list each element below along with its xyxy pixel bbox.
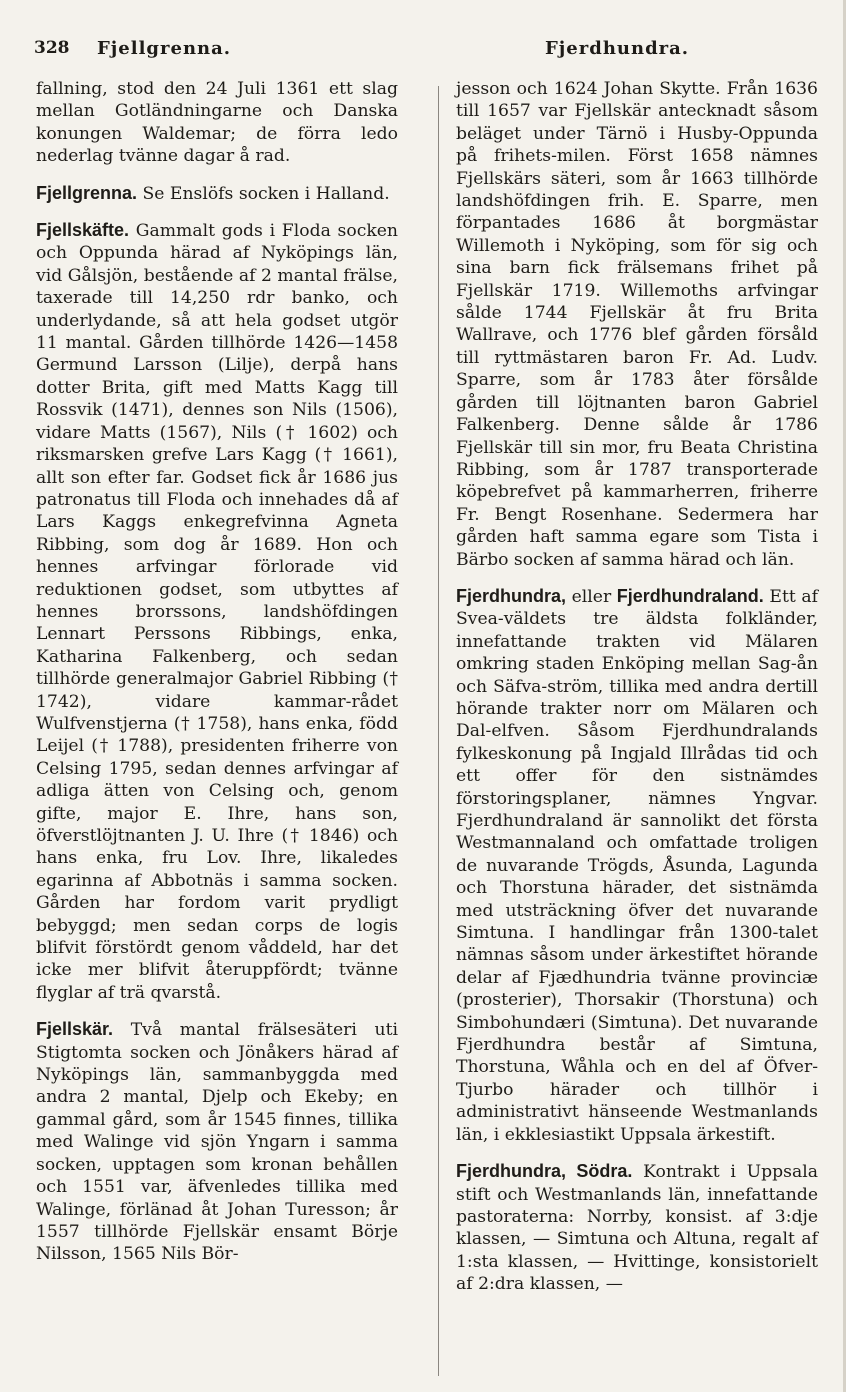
left-column: [36, 78, 398, 1266]
column-divider: [438, 86, 439, 1376]
right-column: [456, 78, 818, 1296]
left-running-head: Fjellgrenna.: [97, 38, 232, 59]
entry-headword: Fjerdhundra, Södra.: [456, 1161, 633, 1182]
page-number: 328: [34, 38, 70, 58]
right-running-head: Fjerdhundra.: [545, 38, 690, 59]
entry-headword: Fjerdhundra,: [456, 585, 567, 606]
entry-headword: Fjerdhundraland.: [616, 585, 764, 606]
entry-paragraph: Fjellgrenna. Se Enslöfs socken i Halland.: [36, 182, 390, 204]
entry-paragraph: Fjerdhundra, Södra. Kontrakt i Uppsala stift och Westmanlands län, innefattande pastoraterna: Norrby, konsist. af 3:dje klassen, — Simtuna och Altuna, regalt af 1:sta klassen, — Hvittinge, konsistorielt af 2:dra klassen, —: [456, 1161, 818, 1295]
entry-headword: Fjellskär.: [36, 1019, 114, 1040]
entry-paragraph: jesson och 1624 Johan Skytte. Från 1636 till 1657 var Fjellskär antecknadt såsom beläget under Tärnö i Husby-Oppunda på frihets-milen. Först 1658 nämnes Fjellskärs säteri, som år 1663 tillhörde landshöfdingen frih. E. Sparre, men förpantades 1686 åt borgmästar Willemoth i Nyköping, som för sig och sina barn fick frälsemans frihet på Fjellskär 1719. Willemoths arfvingar sålde 1744 Fjellskär åt fru Brita Wallrave, och 1776 blef gården försåld till ryttmästaren baron Fr. Ad. Ludv. Sparre, som år 1783 åter försålde gården till löjtnanten baron Gabriel Falkenberg. Denne sålde år 1786 Fjellskär till sin mor, fru Beata Christina Ribbing, som år 1787 transporterade köpebrefvet på kammarherren, friherre Fr. Bengt Rosenhane. Sedermera har gården haft samma egare som Tista i Bärbo socken af samma härad och län.: [456, 79, 818, 570]
entry-paragraph: Fjerdhundra, eller Fjerdhundraland. Ett af Svea-väldets tre äldsta folkländer, innefattande trakten vid Mälaren omkring staden Enköping mellan Sag-ån och Säfva-ström, tillika med andra dertill hörande trakter norr om Mälaren och Dal-elfven. Såsom Fjerdhundralands fylkeskonung på Ingjald Illrådas tid och ett offer för den sistnämdes förstoringsplaner, nämnes Yngvar. Fjerdhundraland är sannolikt det första Westmannaland och omfattade troligen de nuvarande Trögds, Åsunda, Lagunda och Thorstuna härader, det sistnämda med utsträckning öfver det nuvarande Simtuna. I handlingar från 1300-talet nämnas såsom under ärkestiftet hörande delar af Fjædhundria tvänne provinciæ (prosterier), Thorsakir (Thorstuna) och Simbohundæri (Simtuna). Det nuvarande Fjerdhundra består af Simtuna, Thorstuna, Wåhla och en del af Öfver-Tjurbo härader och tillhör i administrativt hänseende Westmanlands län, i ekklesiastikt Uppsala ärkestift.: [456, 585, 818, 1145]
entry-paragraph: Fjellskäfte. Gammalt gods i Floda socken och Oppunda härad af Nyköpings län, vid Gålsjön, bestående af 2 mantal frälse, taxerade till 14,250 rdr banko, och underlydande, så att hela godset utgör 11 mantal. Gården tillhörde 1426—1458 Germund Larsson (Lilje), derpå hans dotter Brita, gift med Matts Kagg till Rossvik (1471), dennes son Nils (1506), vidare Matts (1567), Nils († 1602) och riksmarsken grefve Lars Kagg († 1661), allt son efter far. Godset fick år 1686 jus patronatus till Floda och innehades då af Lars Kaggs enkegrefvinna Agneta Ribbing, som dog år 1689. Hon och hennes arfvingar förlorade vid reduktionen godset, som utbyttes af hennes brorssons, landshöfdingen Lennart Perssons Ribbings, enka, Katharina Falkenberg, och sedan tillhörde generalmajor Gabriel Ribbing († 1742), vidare kammar-rådet Wulfvenstjerna († 1758), hans enka, född Leijel († 1788), presidenten friherre von Celsing 1795, sedan dennes arfvingar af adliga ätten von Celsing och, genom gifte, major E. Ihre, hans son, öfverstlöjtnanten J. U. Ihre († 1846) och hans enka, fru Lov. Ihre, likaledes egarinna af Abbotnäs i samma socken. Gården har fordom varit prydligt bebyggd; men sedan corps de logis blifvit förstördt genom våddeld, har det icke mer blifvit återuppfördt; tvänne flyglar af trä qvarstå.: [36, 220, 398, 1003]
entry-paragraph: fallning, stod den 24 Juli 1361 ett slag mellan Gotländningarne och Danska konungen Waldemar; de förra ledo nederlag tvänne dagar å rad.: [36, 79, 398, 167]
entry-headword: Fjellgrenna.: [36, 182, 138, 203]
page-header: [0, 38, 846, 68]
entry-paragraph: Fjellskär. Två mantal frälsesäteri uti Stigtomta socken och Jönåkers härad af Nyköpings län, sammanbyggda med andra 2 mantal, Djelp och Ekeby; en gammal gård, som år 1545 finnes, tillika med Walinge vid sjön Yngarn i samma socken, upptagen som kronan behållen och 1551 var, äfvenledes tillika med Walinge, förlänad åt Johan Turesson; år 1557 tillhörde Fjellskär ensamt Börje Nilsson, 1565 Nils Bör-: [36, 1019, 398, 1265]
entry-headword: Fjellskäfte.: [36, 220, 130, 241]
